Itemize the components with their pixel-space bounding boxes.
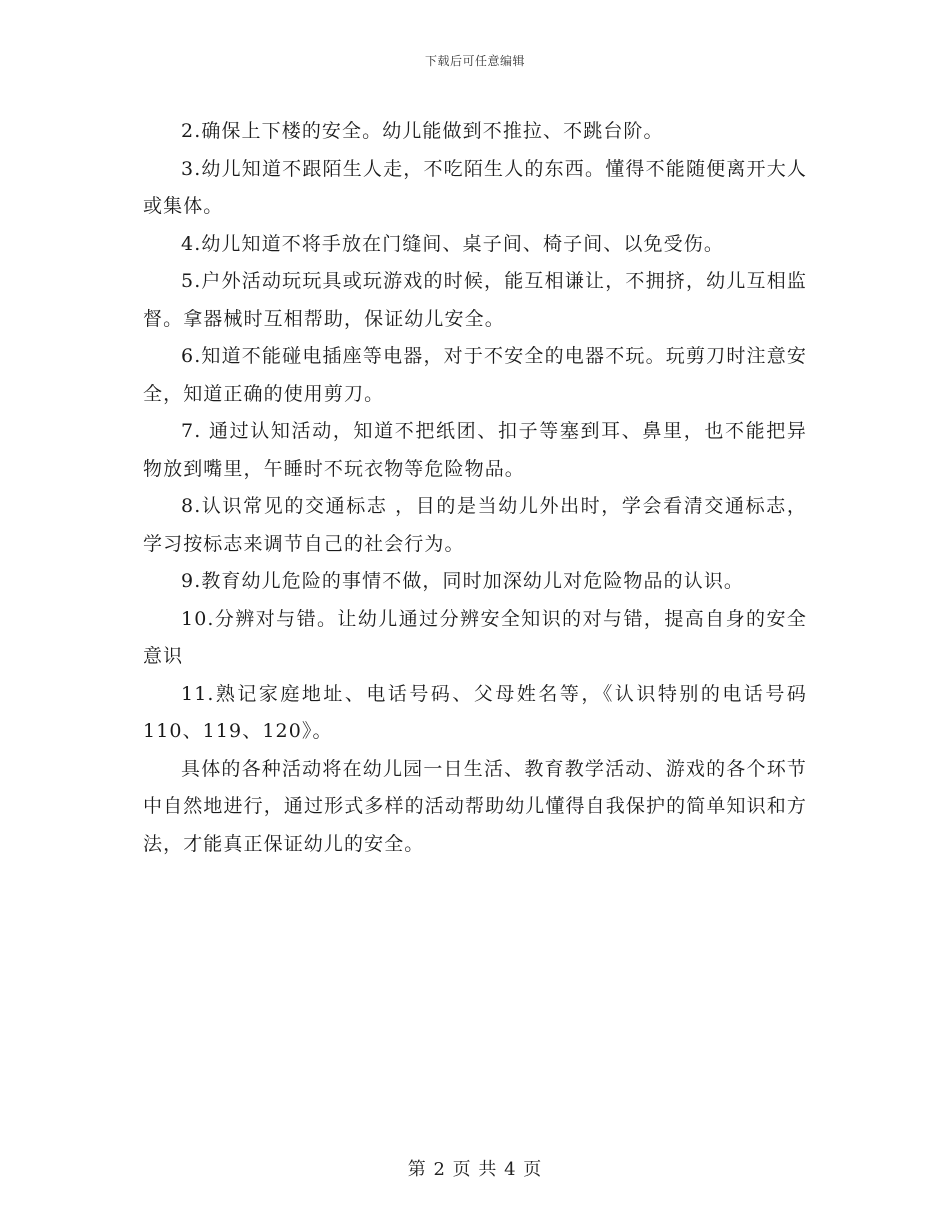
paragraph-item-7: 7. 通过认知活动，知道不把纸团、扣子等塞到耳、鼻里，也不能把异物放到嘴里，午睡时不玩衣物等危险物品。 (143, 420, 807, 480)
paragraph-item-8: 8.认识常见的交通标志 ，目的是当幼儿外出时，学会看清交通标志，学习按标志来调节自己的社会行为。 (143, 495, 807, 555)
paragraph-item-5: 5.户外活动玩玩具或玩游戏的时候，能互相谦让，不拥挤，幼儿互相监督。拿器械时互相帮助，保证幼儿安全。 (143, 270, 807, 330)
paragraph-item-6: 6.知道不能碰电插座等电器，对于不安全的电器不玩。玩剪刀时注意安全，知道正确的使用剪刀。 (143, 345, 807, 405)
paragraph-item-11: 11.熟记家庭地址、电话号码、父母姓名等，《认识特别的电话号码110、119、120》。 (143, 682, 807, 742)
paragraph-item-2: 2.确保上下楼的安全。幼儿能做到不推拉、不跳台阶。 (181, 120, 664, 142)
document-body (143, 113, 807, 863)
paragraph-item-9: 9.教育幼儿危险的事情不做，同时加深幼儿对危险物品的认识。 (181, 570, 745, 592)
paragraph-item-4: 4.幼儿知道不将手放在门缝间、桌子间、椅子间、以免受伤。 (181, 232, 724, 255)
page-number-label: 第 2 页 共 4 页 (407, 1159, 543, 1180)
paragraph-summary: 具体的各种活动将在幼儿园一日生活、教育教学活动、游戏的各个环节中自然地进行，通过形式多样的活动帮助幼儿懂得自我保护的简单知识和方法，才能真正保证幼儿的安全。 (143, 757, 807, 855)
header-note: 下载后可任意编辑 (424, 54, 525, 68)
paragraph-item-3: 3.幼儿知道不跟陌生人走，不吃陌生人的东西。懂得不能随便离开大人或集体。 (143, 157, 807, 217)
paragraph-item-10: 10.分辨对与错。让幼儿通过分辨安全知识的对与错，提高自身的安全意识 (143, 607, 807, 667)
page-footer (0, 1155, 950, 1181)
